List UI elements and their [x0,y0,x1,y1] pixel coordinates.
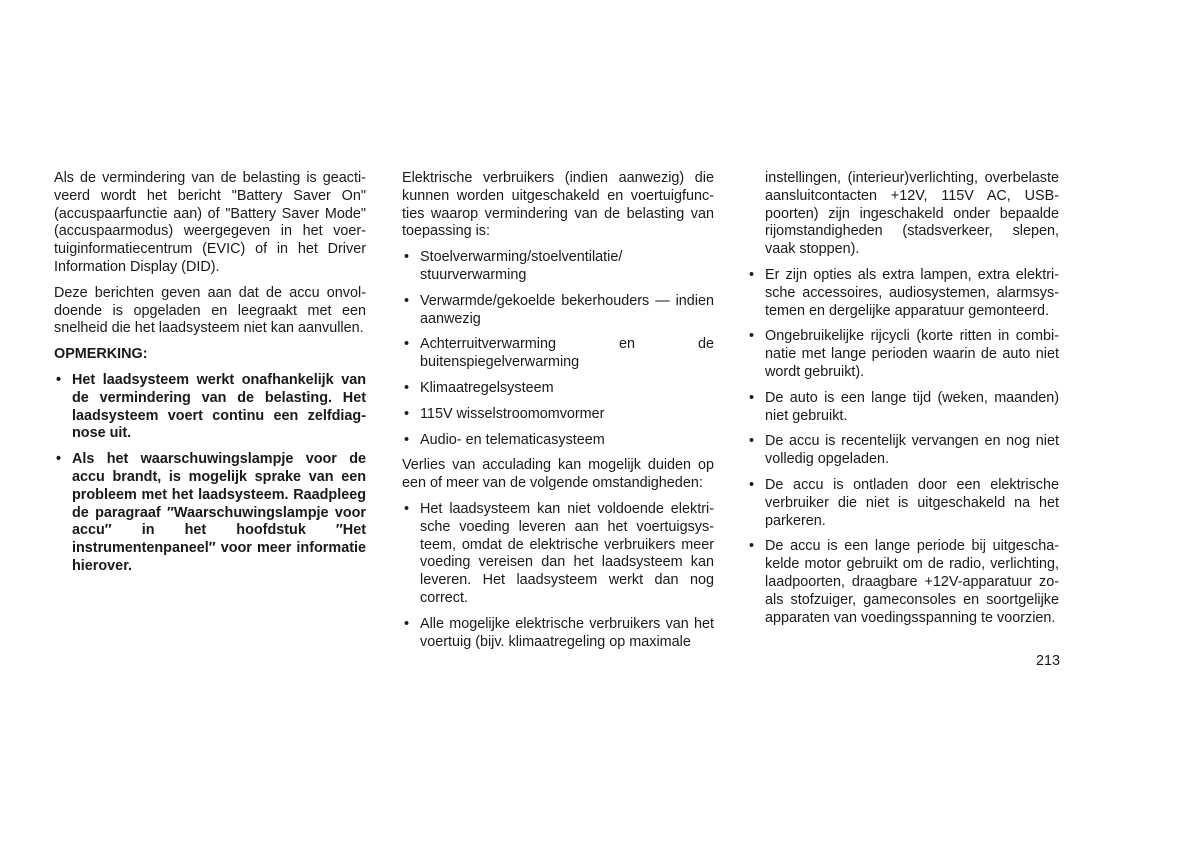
bullet-icon: • [749,266,755,283]
list-item [747,390,1059,426]
bullet-icon: • [749,328,755,345]
list-item-text: Audio- en telematicasysteem [420,431,605,448]
list-item-text: Klimaatregelsysteem [420,379,554,396]
note-heading: OPMERKING: [54,346,148,363]
list-item-text: Als het waarschuwingslampje voor de accu brandt, is mogelijk sprake van een probleem met het laadsysteem. Raadpleeg de paragraaf ″Waarschuwingslampje voor accu″ in het hoofdstuk ″Het instrumentenpaneel″ voor meer informatie hierover. [72,451,366,574]
list-continuation: instellingen, (interieur)verlichting, overbelaste aansluitcontacten +12V, 115V AC, USB-poorten) zijn ingeschakeld onder bepaalde rijomstandigheden (stadsverkeer, slepen, vaak stoppen). [765,170,1059,258]
paragraph-consumers: Elektrische verbruikers (indien aanwezig) die kunnen worden uitgeschakeld en voertuigfuncties waarop vermindering van de belasting van toepassing is: [402,170,714,240]
bullet-icon: • [56,451,62,468]
list-item-text: Het laadsysteem kan niet voldoende elektrische voeding leveren aan het voertuigsysteem, omdat de elektrische verbruikers meer voeding vereisen dan het laadsysteem kan leveren. Het laadsysteem werkt dan nog correct. [420,500,714,606]
bullet-icon: • [749,476,755,493]
list-item-text: De accu is ontladen door een elektrische verbruiker die niet is uitgeschakeld na het parkeren. [765,476,1059,529]
list-item-text: Verwarmde/gekoelde bekerhouders — indien aanwezig [420,292,714,327]
list-item-text: Alle mogelijke elektrische verbruikers van het voertuig (bijv. klimaatregeling op maximale [420,615,714,650]
list-item-text: 115V wisselstroomomvormer [420,405,605,422]
list-item [747,433,1059,469]
consumers-list [402,249,714,449]
page-number: 213 [1036,653,1061,669]
bullet-icon: • [404,292,410,309]
list-item-text: De accu is recentelijk vervangen en nog niet volledig opgeladen. [765,433,1059,468]
list-item [402,406,714,424]
paragraph-charge-loss: Verlies van acculading kan mogelijk duiden op een of meer van de volgende omstandigheden: [402,457,714,492]
list-item [747,328,1059,381]
bullet-icon: • [404,379,410,396]
bullet-icon: • [404,615,410,632]
list-item-text: Achterruitverwarming en de buitenspiegelverwarming [420,336,714,371]
list-item [747,267,1059,320]
list-item-text: Stoelverwarming/stoelventilatie/ stuurverwarming [420,249,623,283]
list-item [402,432,714,450]
list-item-text: Het laadsysteem werkt onafhankelijk van de vermindering van de belasting. Het laadsysteem voert continu een zelfdiagnose uit. [72,371,366,442]
conditions-list-continued [747,267,1059,627]
column-middle [402,170,714,659]
list-item-text: Er zijn opties als extra lampen, extra elektrische accessoires, audiosystemen, alarmsystemen en dergelijke apparatuur gemonteerd. [765,266,1059,319]
conditions-list [402,501,714,651]
list-item [402,616,714,652]
bullet-icon: • [404,500,410,517]
note-list [54,372,366,576]
bullet-icon: • [56,371,62,388]
list-item [54,451,366,576]
column-left [54,170,366,584]
list-item [54,372,366,443]
list-item [402,501,714,608]
list-item [402,380,714,398]
paragraph-battery-saver: Als de vermindering van de belasting is geactiveerd wordt het bericht "Battery Saver On" (accuspaarfunctie aan) of "Battery Saver Mode" (accuspaarmodus) weergegeven in het voertuiginformatiecentrum (EVIC) of in het Driver Information Display (DID). [54,170,366,275]
list-item-text: Ongebruikelijke rijcycli (korte ritten in combinatie met lange perioden waarin de auto niet wordt gebruikt). [765,328,1059,380]
list-item [402,293,714,329]
list-item [747,538,1059,627]
bullet-icon: • [404,249,410,266]
bullet-icon: • [749,538,755,555]
list-item [402,336,714,372]
paragraph-messages: Deze berichten geven aan dat de accu onvoldoende is opgeladen en leegraakt met een snelheid die het laadsysteem niet kan aanvullen. [54,284,366,337]
bullet-icon: • [404,405,410,422]
list-item-text: De accu is een lange periode bij uitgeschakelde motor gebruikt om de radio, verlichting, laadpoorten, draagbare +12V-apparatuur zoals stofzuiger, gameconsoles en soortgelijke apparaten van voedingsspanning te voorzien. [765,538,1059,626]
bullet-icon: • [749,433,755,450]
list-item [402,249,714,285]
bullet-icon: • [404,431,410,448]
bullet-icon: • [404,336,410,353]
list-item [747,477,1059,530]
column-right [747,170,1059,635]
list-item-text: De auto is een lange tijd (weken, maanden) niet gebruikt. [765,389,1059,424]
bullet-icon: • [749,389,755,406]
